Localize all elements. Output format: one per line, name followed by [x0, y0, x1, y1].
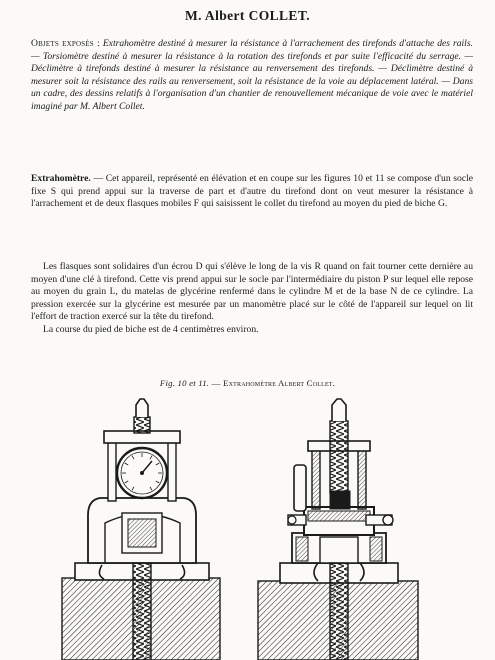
screw-thread-left	[134, 417, 150, 433]
extrahometre-term: Extrahomètre.	[31, 173, 91, 184]
course-paragraph: La course du pied de biche est de 4 centimètres environ.	[43, 324, 259, 335]
flasques-paragraph: Les flasques sont solidaires d'un écrou D qui s'élève le long de la vis R quand on fait tourner cette dernière au moyen d'une clé à tirefond. Cette vis prend appui sur le socle par l'intermédiaire du piston P sur lequel elle repose au moyen du grain L, du matelas de glycérine renfermé dans le cylindre M et de la base N de ce cylindre. La pression exercée sur la glycérine est mesurée par un manomètre placé sur le côté de l'appareil sur lequel on lit l'effort de traction exercé sur la tête du tirefond.	[31, 261, 473, 323]
extrahometre-text: — Cet appareil, représenté en élévation et en coupe sur les figures 10 et 11 se compose d'un socle fixe S qui prend appui sur la traverse de part et d'autre du tirefond dont on veut mesurer la résistance à l'arrachement et de deux flasques mobiles F qui saisissent le collet du tirefond au moyen du pied de biche G.	[31, 173, 473, 210]
exhibits-lead: Objets exposés :	[31, 38, 100, 49]
tirefond-screw-right	[330, 563, 348, 660]
screw-thread-right	[330, 421, 348, 493]
figure-11-section	[258, 399, 418, 660]
side-manometer-icon	[294, 465, 306, 511]
extrahometre-illustration	[0, 395, 495, 660]
figure-title: Extrahomètre Albert Collet.	[223, 378, 336, 388]
bolt-icon	[383, 515, 393, 525]
tirefond-screw-left	[133, 563, 151, 660]
exhibits-paragraph	[31, 38, 473, 114]
figure-10-elevation	[62, 399, 220, 660]
exhibits-text: Extrahomètre destiné à mesurer la résistance à l'arrachement des tirefonds d'attache des rails. — Torsiomètre destiné à mesurer la résistance à la rotation des tirefonds et par suite l'efficacité du serrage. — Déclimètre à tirefonds destiné à mesurer la résistance au renversement des tirefonds. — Déclimètre destiné à mesurer soit la résistance des rails au renversement, soit la résistance de la voie au déplacement latéral. — Dans un cadre, des dessins relatifs à l'organisation d'un chantier de renouvellement mécanique de voie avec le matériel imaginé par M. Albert Collet.	[31, 38, 473, 112]
figure-number: Fig. 10 et 11.	[159, 378, 210, 388]
page-title: M. Albert COLLET.	[184, 8, 311, 23]
figure-caption	[0, 378, 495, 388]
caption-separator: —	[209, 378, 224, 388]
extrahometre-paragraph	[31, 173, 473, 211]
